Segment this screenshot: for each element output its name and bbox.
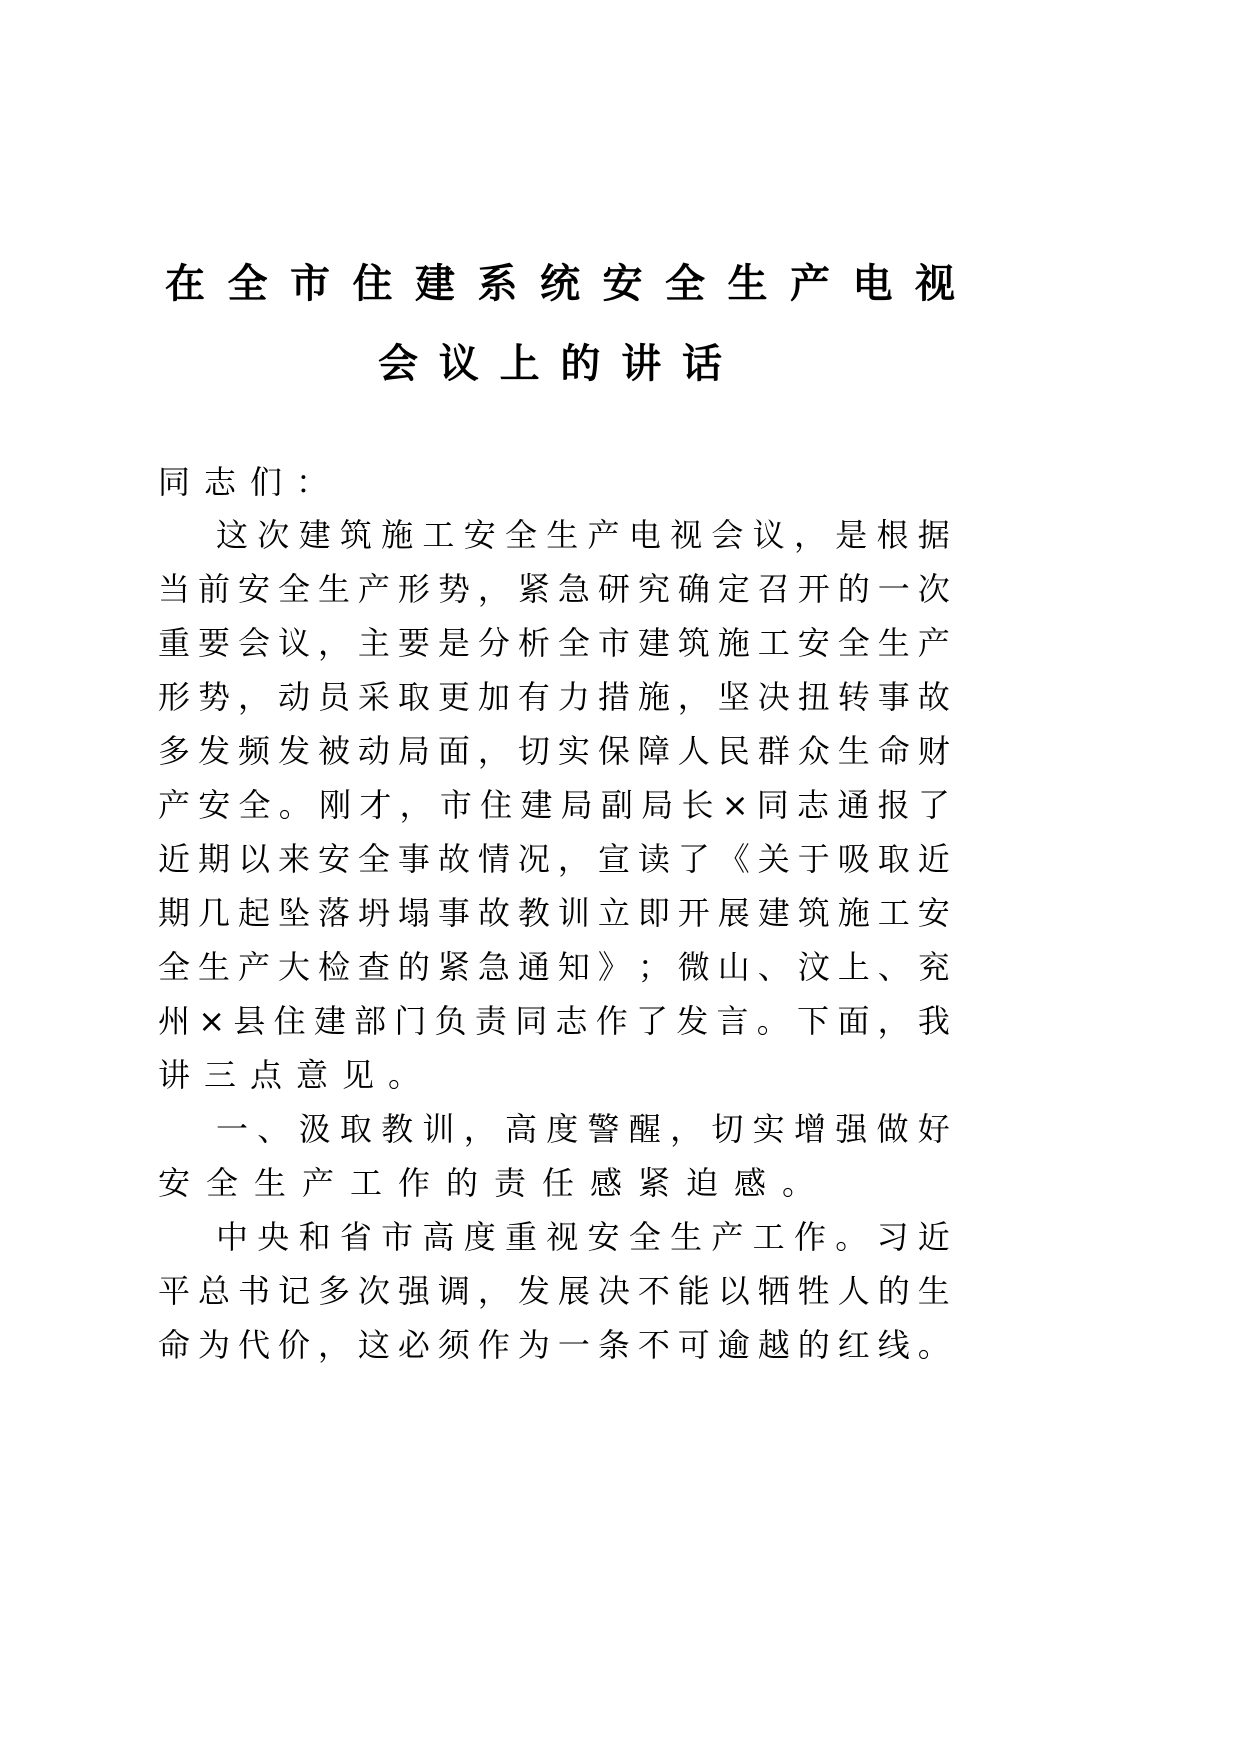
body-line: 重 要 会 议 ， 主 要 是 分 析 全 市 建 筑 施 工 安 全 生 产	[158, 624, 950, 662]
document-title-line-2: 会 议 上 的 讲 话	[378, 341, 722, 387]
body-line: 近 期 以 来 安 全 事 故 情 况 ， 宣 读 了 《 关 于 吸 取 近	[158, 840, 950, 878]
body-line: 期 几 起 坠 落 坍 塌 事 故 教 训 立 即 开 展 建 筑 施 工 安	[158, 894, 950, 932]
section-heading-line: 安全生产工作的责任感紧迫感。	[158, 1164, 831, 1202]
body-line: 产 安 全 。 刚 才 ， 市 住 建 局 副 局 长 × 同 志 通 报 了	[158, 786, 950, 824]
body-line: 全 生 产 大 检 查 的 紧 急 通 知 》 ； 微 山 、 汶 上 、 兖	[158, 948, 950, 986]
salutation: 同志们：	[158, 463, 343, 501]
body-line: 形 势 ， 动 员 采 取 更 加 有 力 措 施 ， 坚 决 扭 转 事 故	[158, 678, 950, 716]
body-line: 多 发 频 发 被 动 局 面 ， 切 实 保 障 人 民 群 众 生 命 财	[158, 732, 950, 770]
body-line: 讲三点意见。	[158, 1056, 435, 1094]
document-title-line-1: 在 全 市 住 建 系 统 安 全 生 产 电 视	[165, 261, 955, 307]
body-line: 当 前 安 全 生 产 形 势 ， 紧 急 研 究 确 定 召 开 的 一 次	[158, 570, 950, 608]
body-line: 命 为 代 价 ， 这 必 须 作 为 一 条 不 可 逾 越 的 红 线 。	[158, 1326, 950, 1364]
section-heading-line: 一 、 汲 取 教 训 ， 高 度 警 醒 ， 切 实 增 强 做 好	[216, 1110, 950, 1148]
body-line: 州 × 县 住 建 部 门 负 责 同 志 作 了 发 言 。 下 面 ， 我	[158, 1002, 950, 1040]
body-line: 中 央 和 省 市 高 度 重 视 安 全 生 产 工 作 。 习 近	[216, 1218, 950, 1256]
body-line: 这 次 建 筑 施 工 安 全 生 产 电 视 会 议 ， 是 根 据	[216, 516, 950, 554]
body-line: 平 总 书 记 多 次 强 调 ， 发 展 决 不 能 以 牺 牲 人 的 生	[158, 1272, 950, 1310]
